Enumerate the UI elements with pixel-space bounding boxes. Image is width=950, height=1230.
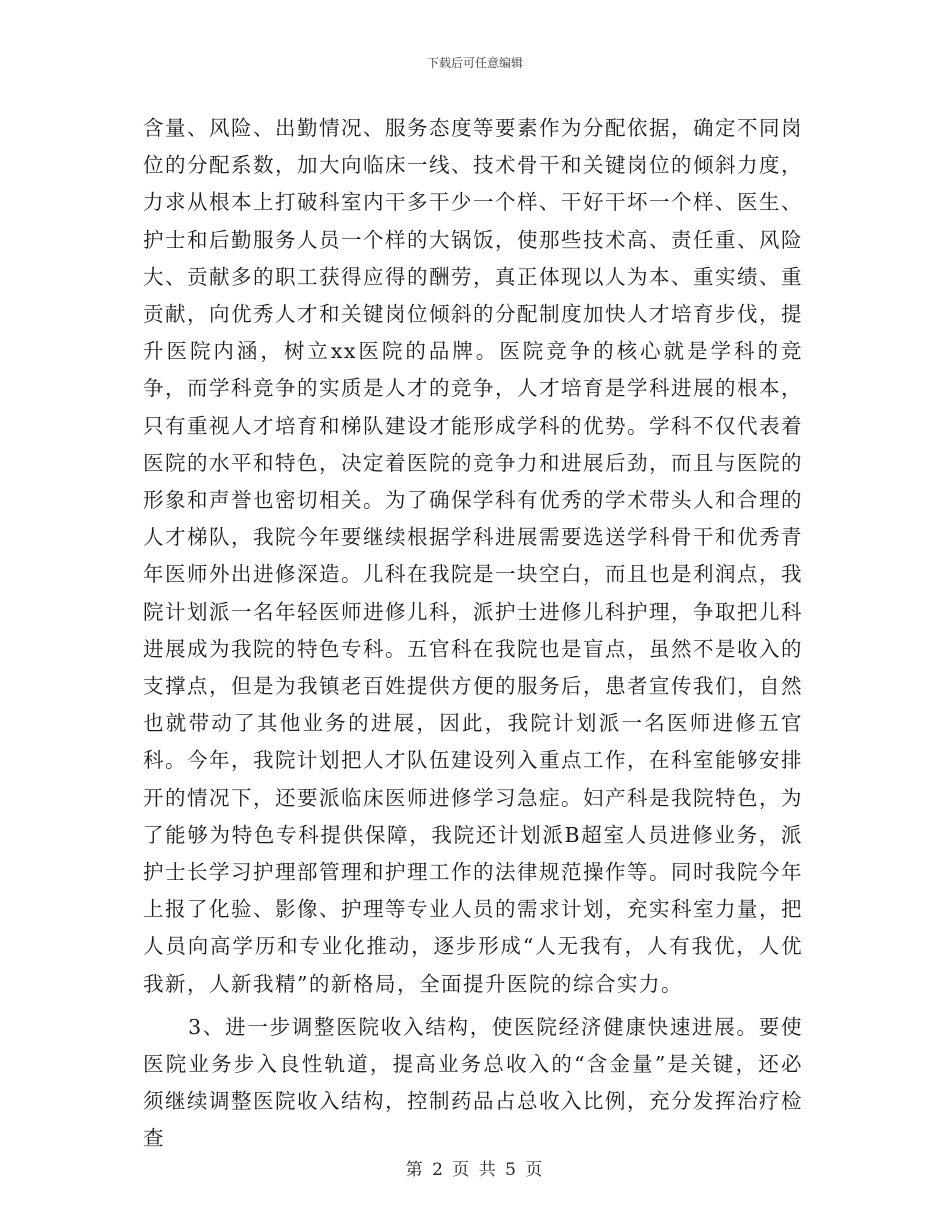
body-paragraph: 含量、风险、出勤情况、服务态度等要素作为分配依据，确定不同岗位的分配系数，加大向临床一线、技术骨干和关键岗位的倾斜力度，力求从根本上打破科室内干多干少一个样、干好干坏一个样、医生、护士和后勤服务人员一个样的大锅饭，使那些技术高、责任重、风险大、贡献多的职工获得应得的酬劳，真正体现以人为本、重实绩、重贡献，向优秀人才和关键岗位倾斜的分配制度加快人才培育步伐，提升医院内涵，树立xx医院的品牌。医院竞争的核心就是学科的竞争，而学科竞争的实质是人才的竞争，人才培育是学科进展的根本，只有重视人才培育和梯队建设才能形成学科的优势。学科不仅代表着医院的水平和特色，决定着医院的竞争力和进展后劲，而且与医院的形象和声誉也密切相关。为了确保学科有优秀的学术带头人和合理的人才梯队，我院今年要继续根据学科进展需要选送学科骨干和优秀青年医师外出进修深造。儿科在我院是一块空白，而且也是利润点，我院计划派一名年轻医师进修儿科，派护士进修儿科护理，争取把儿科进展成为我院的特色专科。五官科在我院也是盲点，虽然不是收入的支撑点，但是为我镇老百姓提供方便的服务后，患者宣传我们，自然也就带动了其他业务的进展，因此，我院计划派一名医师进修五官科。今年，我院计划把人才队伍建设列入重点工作，在科室能够安排开的情况下，还要派临床医师进修学习急症。妇产科是我院特色，为了能够为特色专科提供保障，我院还计划派B超室人员进修业务，派护士长学习护理部管理和护理工作的法律规范操作等。同时我院今年上报了化验、影像、护理等专业人员的需求计划，充实科室力量，把人员向高学历和专业化推动，逐步形成“人无我有，人有我优，人优我新，人新我精”的新格局，全面提升医院的综合实力。	[143, 116, 803, 996]
document-body	[143, 110, 803, 1158]
page-header-note: 下载后可任意编辑	[426, 56, 523, 70]
body-paragraph: 3、进一步调整医院收入结构，使医院经济健康快速进展。要使医院业务步入良性轨道，提高业务总收入的“含金量”是关键，还必须继续调整医院收入结构，控制药品占总收入比例，充分发挥治疗检查	[143, 1014, 803, 1151]
page-number: 第 2 页 共 5 页	[405, 1160, 545, 1180]
